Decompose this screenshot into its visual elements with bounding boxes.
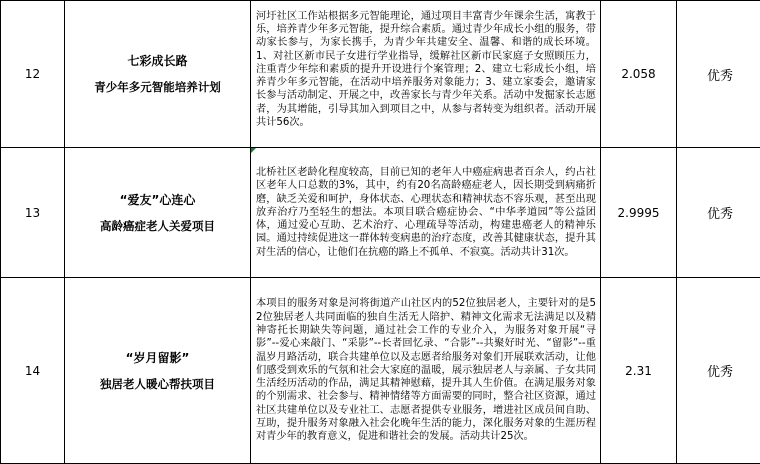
project-title: “岁月留影”	[125, 350, 190, 365]
row-number[interactable]: 12	[1, 1, 65, 148]
project-description: 北桥社区老龄化程度较高，目前已知的老年人中癌症病患者百余人，约占社区老年人口总数的3%，其中，约有20名高龄癌症老人，因长期受到病痛折磨，缺乏关爱和呵护，身体状态、心理状态和精神状态不容乐观，甚至出现放弃治疗乃至轻生的想法。本项目联合癌症协会、“中华孝道园”等公益团体，通过爱心互助、艺术治疗、心理疏导等活动，构建患癌老人的精神乐园。通过持续促进这一群体转变病患的治疗态度，改善其健康状态，提升其对生活的信心，让他们在抗癌的路上不孤单、不寂寞。活动共计31次。	[256, 166, 596, 258]
project-description-cell[interactable]	[251, 148, 601, 278]
table-row	[1, 278, 760, 464]
table-row	[1, 1, 760, 148]
comment-marker-icon	[251, 148, 256, 153]
table-row	[1, 148, 760, 278]
project-grade[interactable]: 优秀	[677, 278, 760, 464]
project-description: 本项目的服务对象是河将街道产山社区内的52位独居老人，主要针对的是52位独居老人共同面临的独自生活无人陪护、精神文化需求无法满足以及精神寄托长期缺失等问题，通过社会工作的专业介入，为服务对象开展“寻影”--爱心来敲门、“采影”--长者回忆录、“合影”--共聚好时光、“留影”--重温岁月路活动，联合共建单位以及志愿者给服务对象们开展联欢活动，让他们感受到欢乐的气氛和社会大家庭的温暖，展示独居老人与亲属、子女共同生活经历活动的作品，满足其精神慰藉，提升其人生价值。在满足服务对象的个别需求、社会参与、精神情绪等方面需要的同时，整合社区资源，通过社区共建单位以及专业社工、志愿者提供专业服务，增进社区成员间自助、互助，提升服务对象融入社会化晚年生活的能力，深化服务对象的生涯历程对青少年的教育意义，促进和谐社会的发展。活动共计25次。	[256, 298, 596, 443]
project-grade[interactable]: 优秀	[677, 1, 760, 148]
project-description-cell[interactable]	[251, 1, 601, 148]
project-grade[interactable]: 优秀	[677, 148, 760, 278]
row-number[interactable]: 13	[1, 148, 65, 278]
project-description: 河圩社区工作站根据多元智能理论，通过项目丰富青少年课余生活，寓教于乐，培养青少年多元智能，提升综合素质。通过青少年成长小组的服务，带动家长参与，为家长携手，为青少年共建安全、温馨、和谐的成长环境。1、对社区新市民子女进行学业指导，缓解社区新市民家庭子女照顾压力，注重青少年综和素质的提升开设进行个案管理；2、建立七彩成长小组，培养青少年多元智能，在活动中培养服务对象能力；3、建立家委会，邀请家长参与活动制定、开展之中，改善家长与青少年关系。活动中发掘家长志愿者，为其增能，引导其加入到项目之中，从参与者转变为组织者。活动开展共计56次。	[256, 10, 596, 129]
project-subtitle: 高龄癌症老人关爱项目	[100, 218, 215, 233]
project-name-cell[interactable]	[65, 278, 251, 464]
project-score[interactable]: 2.31	[601, 278, 677, 464]
project-score[interactable]: 2.9995	[601, 148, 677, 278]
project-name-cell[interactable]	[65, 148, 251, 278]
project-title: “爱友”心连心	[119, 192, 196, 207]
project-subtitle: 独居老人暖心帮扶项目	[100, 376, 215, 391]
project-score[interactable]: 2.058	[601, 1, 677, 148]
project-name-cell[interactable]	[65, 1, 251, 148]
project-title: 七彩成长路	[127, 54, 188, 68]
project-subtitle: 青少年多元智能培养计划	[94, 80, 221, 94]
project-description-cell[interactable]	[251, 278, 601, 464]
row-number[interactable]: 14	[1, 278, 65, 464]
